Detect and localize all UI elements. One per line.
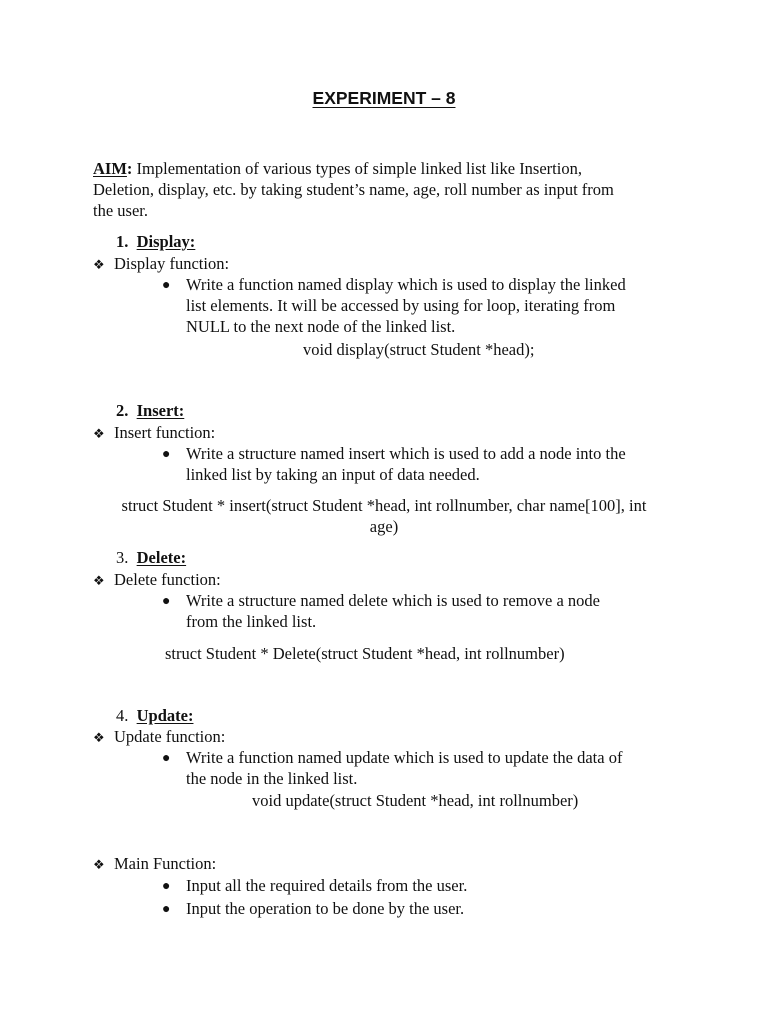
- main-bullet-1: Input all the required details from the user.: [186, 876, 468, 895]
- function-label-text: Insert function:: [114, 423, 216, 442]
- function-label-text: Main Function:: [114, 854, 217, 873]
- section-title: Display:: [136, 232, 196, 251]
- display-function-label: [93, 253, 229, 275]
- signature-line: age): [369, 517, 399, 536]
- aim-line-1: Implementation of various types of simple linked list like Insertion,: [132, 159, 582, 178]
- section-number: 3.: [116, 548, 129, 567]
- bullet-icon: ●: [162, 751, 171, 766]
- aim-label: AIM: [93, 159, 127, 178]
- aim-line-3: the user.: [93, 201, 148, 220]
- aim-line-2: Deletion, display, etc. by taking student’s name, age, roll number as input from: [93, 180, 614, 199]
- bullet-icon: ●: [162, 594, 171, 609]
- display-bullet-text: [186, 274, 686, 337]
- page-title: EXPERIMENT – 8: [312, 88, 456, 108]
- diamond-bullet-icon: ❖: [93, 426, 105, 441]
- bullet-line: Write a function named display which is used to display the linked: [186, 275, 626, 294]
- section-title: Delete:: [136, 548, 187, 567]
- section-number: 1.: [116, 232, 129, 251]
- bullet-icon: ●: [162, 278, 171, 293]
- insert-signature: [80, 495, 688, 537]
- function-label-text: Delete function:: [114, 570, 221, 589]
- section-title: Insert:: [136, 401, 185, 420]
- aim-paragraph: [93, 158, 693, 221]
- delete-bullet-text: [186, 590, 686, 632]
- section-display-heading: [116, 231, 195, 252]
- section-title: Update:: [136, 706, 194, 725]
- bullet-line: Write a function named update which is used to update the data of: [186, 748, 623, 767]
- update-bullet-text: [186, 747, 686, 789]
- section-number: 4.: [116, 706, 129, 725]
- section-insert-heading: [116, 400, 184, 421]
- function-label-text: Display function:: [114, 254, 230, 273]
- section-update-heading: [116, 705, 193, 726]
- insert-function-label: [93, 422, 215, 444]
- bullet-line: from the linked list.: [186, 612, 317, 631]
- bullet-line: Write a structure named insert which is used to add a node into the: [186, 444, 626, 463]
- main-bullet-2: Input the operation to be done by the user.: [186, 899, 465, 918]
- main-function-label: [93, 853, 216, 875]
- bullet-line: Write a structure named delete which is used to remove a node: [186, 591, 600, 610]
- diamond-bullet-icon: ❖: [93, 257, 105, 272]
- diamond-bullet-icon: ❖: [93, 857, 105, 872]
- bullet-line: NULL to the next node of the linked list.: [186, 317, 456, 336]
- bullet-line: list elements. It will be accessed by using for loop, iterating from: [186, 296, 616, 315]
- bullet-icon: ●: [162, 879, 171, 894]
- bullet-icon: ●: [162, 902, 171, 917]
- display-signature: void display(struct Student *head);: [303, 340, 535, 359]
- section-delete-heading: [116, 547, 186, 568]
- signature-line: struct Student * insert(struct Student *head, int rollnumber, char name[100], int: [121, 496, 647, 515]
- bullet-line: the node in the linked list.: [186, 769, 358, 788]
- delete-function-label: [93, 569, 221, 591]
- aim-colon: :: [126, 159, 133, 178]
- update-signature: void update(struct Student *head, int rollnumber): [252, 791, 579, 810]
- function-label-text: Update function:: [114, 727, 226, 746]
- section-number: 2.: [116, 401, 129, 420]
- bullet-line: linked list by taking an input of data needed.: [186, 465, 480, 484]
- insert-bullet-text: [186, 443, 686, 485]
- diamond-bullet-icon: ❖: [93, 730, 105, 745]
- update-function-label: [93, 726, 225, 748]
- diamond-bullet-icon: ❖: [93, 573, 105, 588]
- delete-signature: struct Student * Delete(struct Student *head, int rollnumber): [165, 644, 565, 663]
- bullet-icon: ●: [162, 447, 171, 462]
